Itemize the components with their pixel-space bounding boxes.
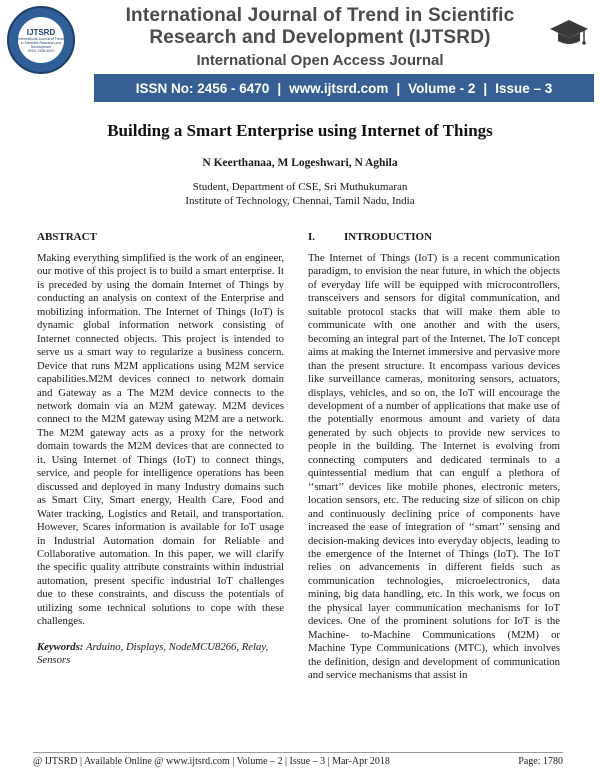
- page-footer: [33, 754, 563, 770]
- journal-info-banner: [94, 74, 594, 102]
- section-number: I.: [308, 231, 316, 243]
- journal-title: [94, 5, 546, 73]
- affiliation-line1: Student, Department of CSE, Sri Muthukumaran: [192, 181, 408, 193]
- issue-label: Issue – 3: [495, 80, 553, 96]
- volume-label: Volume - 2: [408, 80, 476, 96]
- journal-title-line2: Research and Development (IJTSRD): [149, 27, 491, 48]
- introduction-body: The Internet of Things (IoT) is a recent communication paradigm, to envision the near future, in which the objects of everyday life will be equipped with microcontrollers, transceivers and sensors for digital communication, and suitable protocol stacks that will make them able to communicate with one another and with the users, becoming an integral part of the Internet. The IoT concept aims at making the Internet immersive and pervasive more than the present structure. It encompass various devices like surveillance cameras, monitoring sensors, actuators, displays, vehicles, and so on, the IoT will encourage the development of a number of applications that make use of the potentially enormous amount and variety of data generated by such objects to provide new services to people in the building. The Internet is evolving from connecting computers and dedicated terminals to a quintessential medium that can engulf a plethora of ‘‘smart’’ devices like mobile phones, electronic meters, location sensors, etc. The reducing size of silicon on chip and continuously declining price of components have increased the ease of integration of ‘‘smart’’ sensing and decision-making devices into everyday objects, leading to the emergence of the Internet of Things (IoT). The IoT relies on advancements in different fields such as communication technologies, microelectronics, data mining, big data handling, etc. In this work, we focus on the physical layer communication mechanisms for IoT devices. One of the prominent solutions for IoT is the Machine- to-Machine Communications (M2M) or Machine Type Communications (MTC), which involves the definition, design and development of communication and service mechanisms that assist in: [308, 252, 560, 682]
- journal-title-line1: International Journal of Trend in Scientific: [125, 5, 515, 26]
- abstract-heading: ABSTRACT: [37, 231, 97, 243]
- logo-issn: ISSN: 2456-6470: [27, 48, 55, 53]
- journal-header: [0, 0, 600, 112]
- abstract-column: [37, 230, 284, 668]
- introduction-column: [308, 230, 560, 683]
- journal-website-link[interactable]: www.ijtsrd.com: [289, 80, 389, 96]
- issn-number: ISSN No: 2456 - 6470: [135, 80, 270, 96]
- journal-logo: [7, 6, 75, 74]
- keywords-label: Keywords:: [37, 640, 84, 653]
- separator: |: [277, 80, 282, 96]
- page-number: Page: 1780: [518, 756, 563, 767]
- footer-divider: [33, 752, 563, 753]
- logo-abbreviation: IJTSRD: [26, 27, 56, 37]
- footer-citation: @ IJTSRD | Available Online @ www.ijtsrd.com | Volume – 2 | Issue – 3 | Mar-Apr 2018: [33, 756, 390, 767]
- affiliation-line2: Institute of Technology, Chennai, Tamil Nadu, India: [185, 195, 415, 207]
- logo-subtitle: International Journal of Trend in Scientific Research and Development: [18, 36, 64, 49]
- separator: |: [396, 80, 401, 96]
- author-affiliation: [0, 180, 600, 208]
- abstract-body: Making everything simplified is the work of an engineer, our motive of this project is to build a smart enterprise. It is preceded by using the domain Internet of Things by conducting an analysis on context of the Enterprise and mobilizing information. The Internet of Things (IoT) is dynamic global information network consisting of Internet connected objects. This project is intended to serve us a smart way to regularize a business concern. Device that runs M2M applications using M2M service capabilities.M2M devices connect to network domain and Gateway as a The M2M device connects to the network domain via an M2M gateway. M2M devices connect to the M2M gateway using M2M are a network. The M2M gateway acts as a proxy for the network domain towards the M2M devices that are connected to it. Using Internet of Things (IoT) to connect things, service, and people for intelligence operations has been discussed and deployed in many Industry domains such as Smart City, Smart energy, Health Care, Food and Water tracking, Logistics and Retail, and transportation. However, Scares information is available for IoT usage in Industrial Automation domain for Reliable and Collaborative automation. In this paper, we will clarify the specific quality attribute constraints within industrial automation, present specific industrial IoT challenges due to these constraints, and discuss the potentials of utilizing some technical solutions to cope with these challenges.: [37, 252, 284, 628]
- paper-authors: N Keerthanaa, M Logeshwari, N Aghila: [202, 157, 398, 169]
- separator: |: [483, 80, 488, 96]
- graduation-cap-icon: [549, 18, 589, 48]
- keywords-list: Arduino, Displays, NodeMCU8266, Relay, Sensors: [37, 640, 269, 667]
- introduction-heading: [308, 230, 560, 244]
- journal-subtitle: International Open Access Journal: [196, 52, 444, 69]
- keywords: [37, 641, 284, 668]
- paper-title: Building a Smart Enterprise using Internet of Things: [107, 121, 493, 140]
- section-title: INTRODUCTION: [344, 231, 433, 243]
